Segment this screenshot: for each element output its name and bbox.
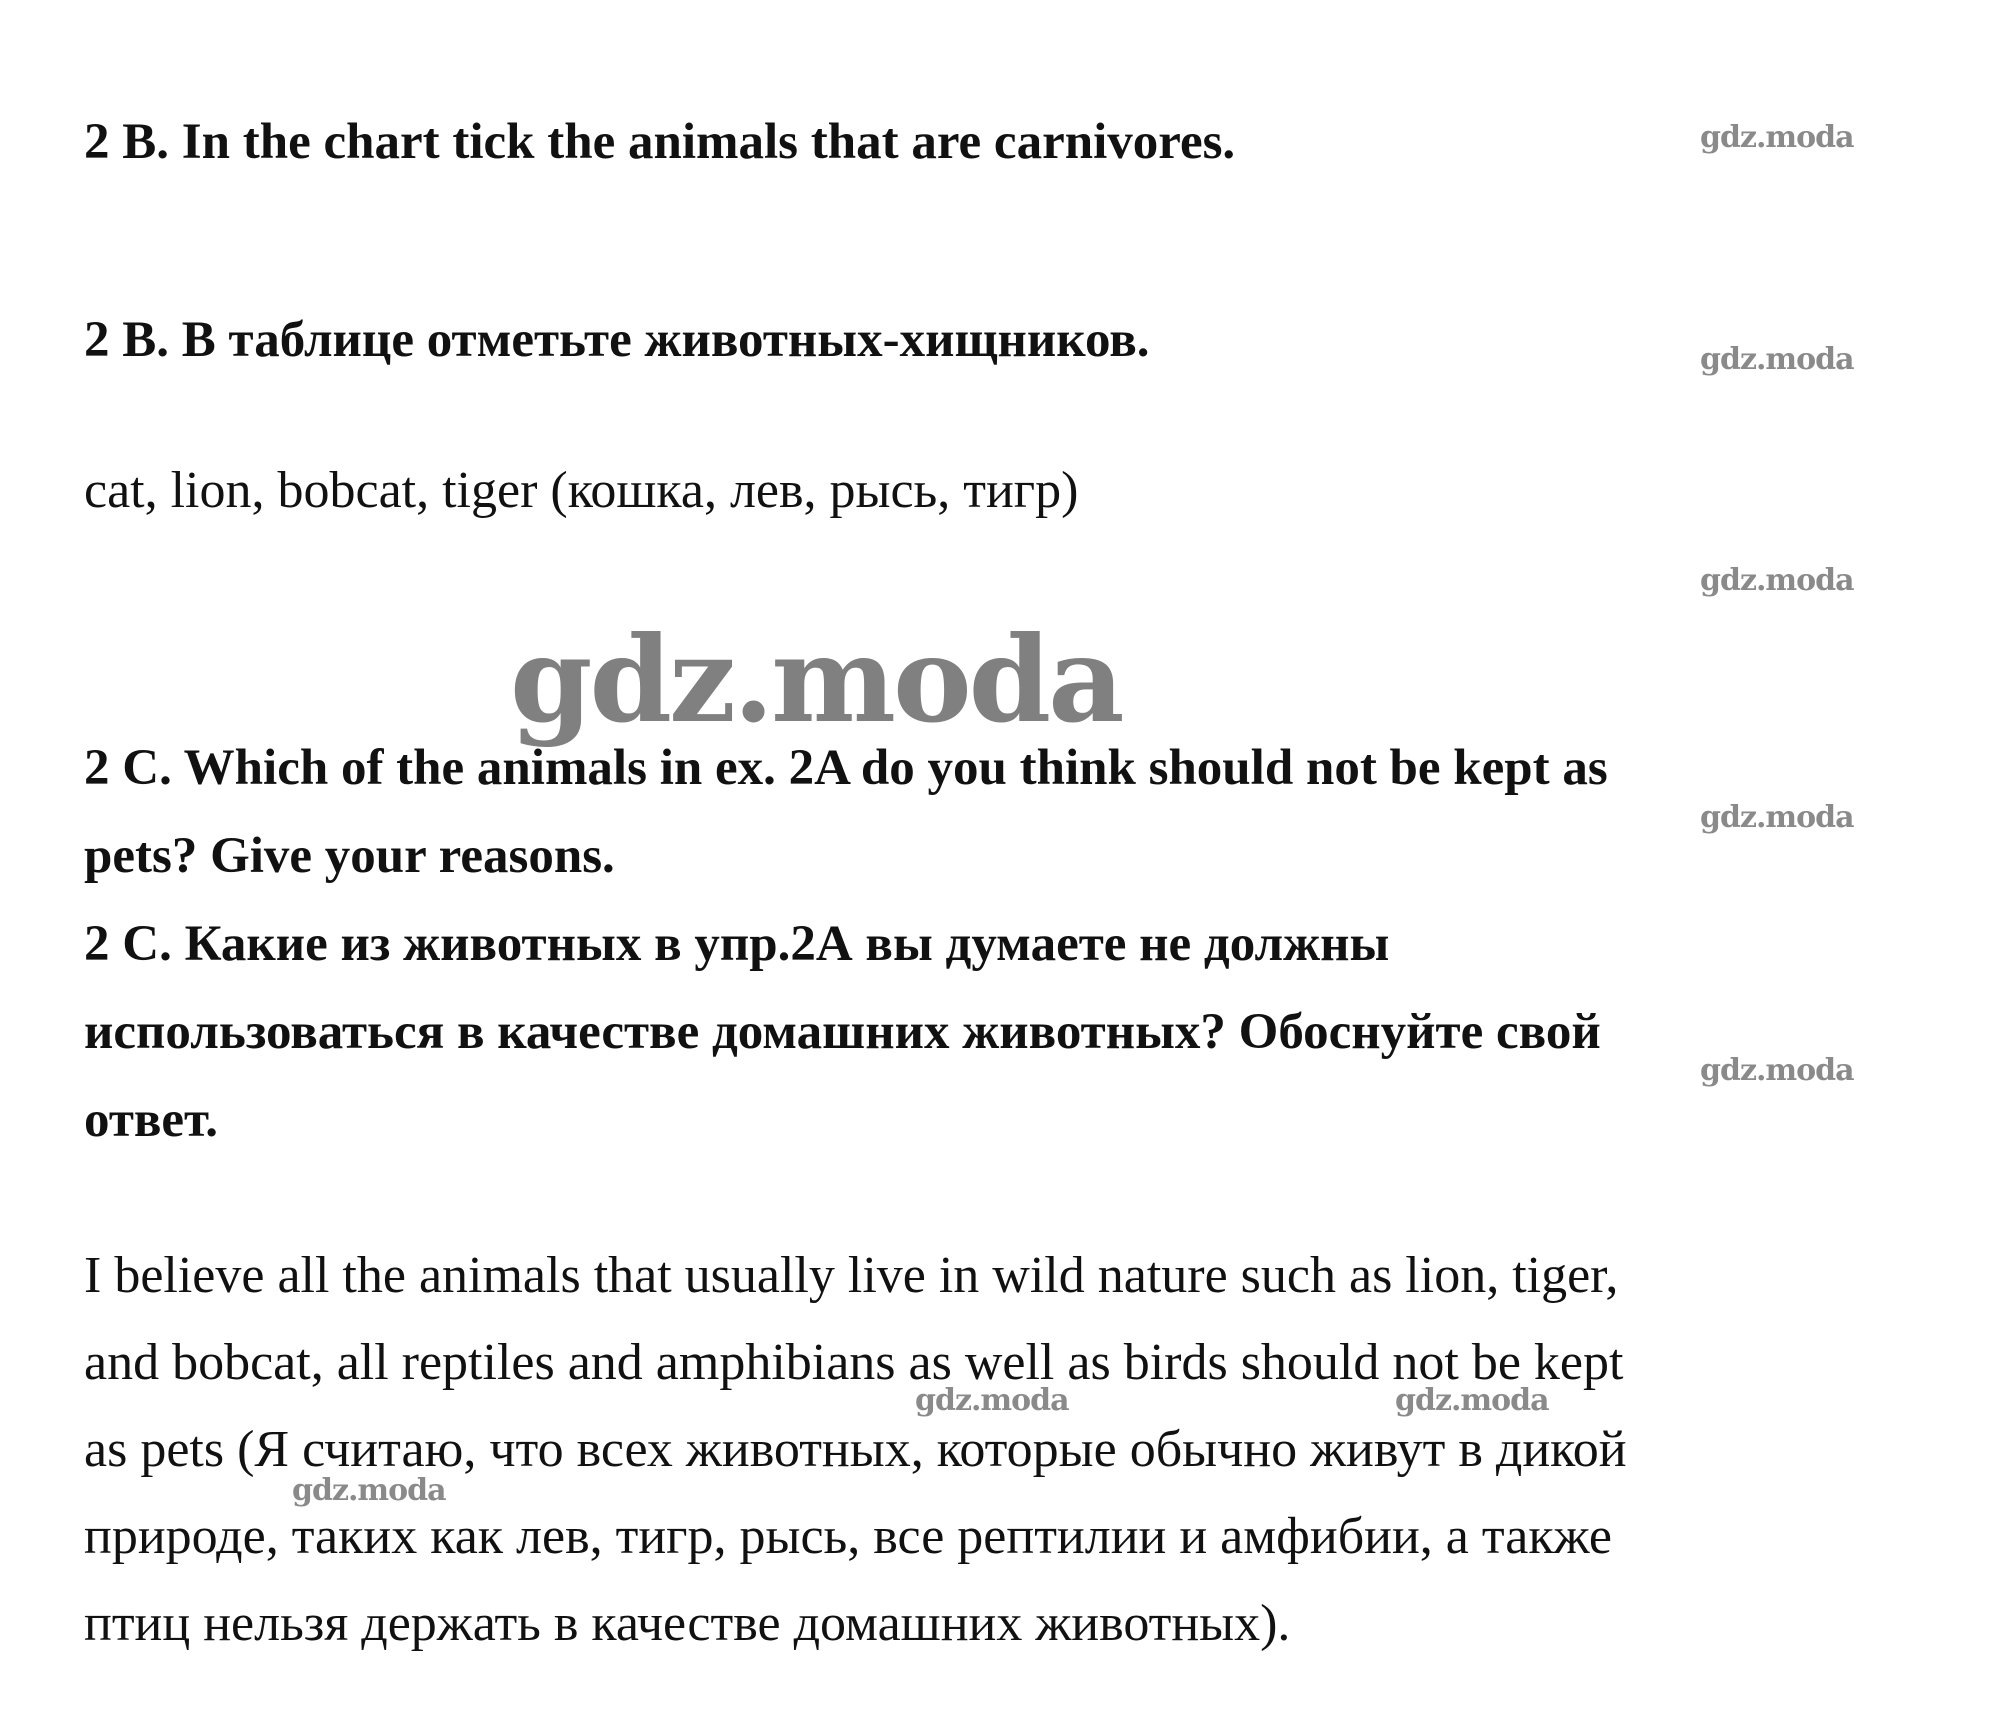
watermark: gdz.moda — [1700, 800, 1854, 835]
watermark: gdz.moda — [1700, 563, 1854, 598]
exercise-2b-heading-en: 2 B. In the chart tick the animals that are carnivores. — [84, 114, 1236, 170]
exercise-2c-answer-line2: and bobcat, all reptiles and amphibians as well as birds should not be kept — [84, 1334, 1624, 1391]
exercise-2c-answer-line4: природе, таких как лев, тигр, рысь, все рептилии и амфибии, а также — [84, 1508, 1612, 1565]
exercise-2b-answer: cat, lion, bobcat, tiger (кошка, лев, рысь, тигр) — [84, 462, 1079, 519]
watermark: gdz.moda — [915, 1383, 1069, 1418]
exercise-2c-heading-ru-line3: ответ. — [84, 1092, 219, 1148]
watermark: gdz.moda — [1395, 1383, 1549, 1418]
watermark: gdz.moda — [1700, 1053, 1854, 1088]
watermark: gdz.moda — [292, 1473, 446, 1508]
exercise-2c-heading-en-line1: 2 C. Which of the animals in ex. 2A do you think should not be kept as — [84, 740, 1608, 796]
exercise-2c-answer-line5: птиц нельзя держать в качестве домашних животных). — [84, 1595, 1291, 1652]
exercise-2c-answer-line1: I believe all the animals that usually live in wild nature such as lion, tiger, — [84, 1247, 1619, 1304]
watermark: gdz.moda — [1700, 342, 1854, 377]
exercise-2c-heading-en-line2: pets? Give your reasons. — [84, 828, 615, 884]
watermark-large: gdz.moda — [510, 610, 1122, 749]
exercise-2c-answer-line3: as pets (Я считаю, что всех животных, которые обычно живут в дикой — [84, 1421, 1627, 1478]
exercise-2c-heading-ru-line1: 2 С. Какие из животных в упр.2А вы думаете не должны — [84, 916, 1390, 972]
exercise-2b-heading-ru: 2 В. В таблице отметьте животных-хищников. — [84, 312, 1150, 368]
exercise-2c-heading-ru-line2: использоваться в качестве домашних животных? Обоснуйте свой — [84, 1004, 1601, 1060]
watermark: gdz.moda — [1700, 120, 1854, 155]
